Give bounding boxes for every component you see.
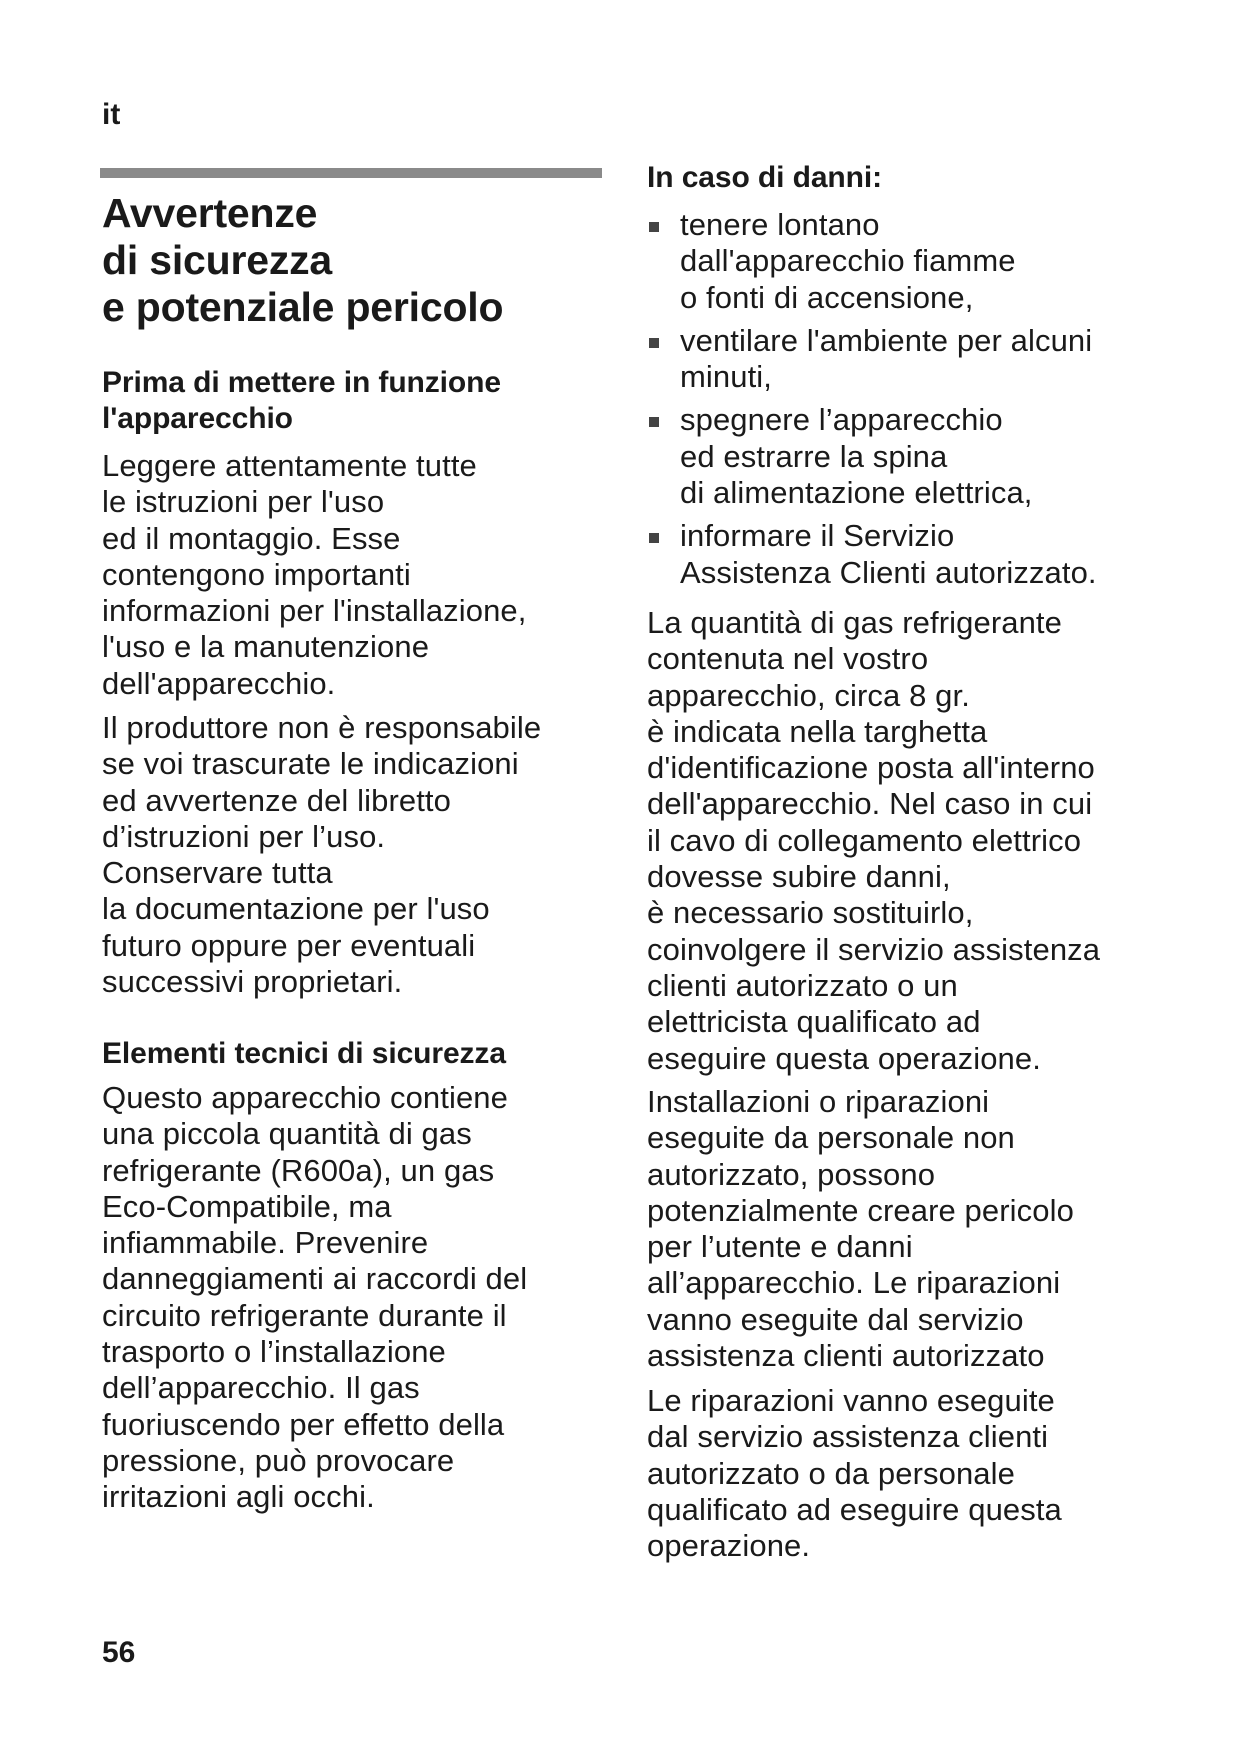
text-line: coinvolgere il servizio assistenza	[647, 931, 1101, 967]
text-line: contengono importanti	[102, 556, 411, 592]
text-line: per l’utente e danni	[647, 1229, 913, 1265]
text-line: Assistenza Clienti autorizzato.	[680, 554, 1097, 590]
list-item	[647, 323, 1147, 396]
text-line: dell'apparecchio. Nel caso in cui	[647, 786, 1093, 822]
text-line: il cavo di collegamento elettrico	[647, 822, 1082, 858]
title-line: e potenziale pericolo	[102, 284, 504, 330]
text-line: Le riparazioni vanno eseguite	[647, 1383, 1055, 1418]
paragraph-unauthorized-repairs	[647, 1084, 1074, 1374]
page-number: 56	[102, 1636, 136, 1669]
text-line: trasporto o l’installazione	[102, 1334, 446, 1370]
text-line: pressione, può provocare	[102, 1442, 455, 1478]
text-line: dell'apparecchio.	[102, 665, 336, 701]
text-line: ed avvertenze del libretto	[102, 782, 451, 818]
text-line: infiammabile. Prevenire	[102, 1225, 429, 1261]
text-line: dell’apparecchio. Il gas	[102, 1370, 420, 1406]
text-line: di alimentazione elettrica,	[680, 475, 1033, 511]
text-line: Leggere attentamente tutte	[102, 448, 477, 483]
text-line: Questo apparecchio contiene	[102, 1080, 508, 1115]
heading-in-case-of-damage	[647, 160, 882, 196]
text-line: Installazioni o riparazioni	[647, 1084, 990, 1119]
text-line: ed il montaggio. Esse	[102, 520, 401, 556]
text-line: apparecchio, circa 8 gr.	[647, 677, 970, 713]
text-line: elettricista qualificato ad	[647, 1004, 981, 1040]
text-line: l'uso e la manutenzione	[102, 629, 430, 665]
text-line: dal servizio assistenza clienti	[647, 1419, 1049, 1455]
text-line: ventilare l'ambiente per alcuni	[680, 322, 1093, 358]
text-line: Eco-Compatibile, ma	[102, 1188, 392, 1224]
text-line: se voi trascurate le indicazioni	[102, 746, 519, 782]
paragraph-gas-quantity	[647, 605, 1100, 1077]
text-line: ed estrarre la spina	[680, 438, 948, 474]
text-line: una piccola quantità di gas	[102, 1116, 472, 1152]
title-line: di sicurezza	[102, 237, 333, 283]
text-line: le istruzioni per l'uso	[102, 484, 385, 520]
text-line: assistenza clienti autorizzato	[647, 1338, 1045, 1374]
text-line: qualificato ad eseguire questa	[647, 1491, 1062, 1527]
text-line: danneggiamenti ai raccordi del	[102, 1261, 528, 1297]
text-line: autorizzato o da personale	[647, 1455, 1015, 1491]
text-line: vanno eseguite dal servizio	[647, 1301, 1024, 1337]
heading-technical-elements	[102, 1036, 506, 1072]
language-code: it	[102, 98, 121, 131]
text-line: dall'apparecchio fiamme	[680, 243, 1016, 279]
text-line: circuito refrigerante durante il	[102, 1297, 507, 1333]
text-line: eseguire questa operazione.	[647, 1040, 1041, 1076]
text-line: successivi proprietari.	[102, 964, 403, 1000]
square-bullet-icon	[649, 222, 659, 232]
text-line: operazione.	[647, 1528, 811, 1564]
text-line: potenzialmente creare pericolo	[647, 1192, 1074, 1228]
text-line: futuro oppure per eventuali	[102, 927, 476, 963]
text-line: tenere lontano	[680, 207, 880, 242]
text-line: o fonti di accensione,	[680, 279, 974, 315]
heading-line: l'apparecchio	[102, 402, 293, 435]
text-line: è indicata nella targhetta	[647, 713, 988, 749]
list-item	[647, 402, 1147, 511]
paragraph-authorized-service	[647, 1383, 1062, 1564]
text-line: d'identificazione posta all'interno	[647, 750, 1095, 786]
text-line: refrigerante (R600a), un gas	[102, 1152, 495, 1188]
text-line: la documentazione per l'uso	[102, 891, 490, 927]
text-line: La quantità di gas refrigerante	[647, 605, 1062, 640]
square-bullet-icon	[649, 533, 659, 543]
heading-line: Elementi tecnici di sicurezza	[102, 1037, 506, 1070]
text-line: spegnere l’apparecchio	[680, 402, 1003, 438]
text-line: d’istruzioni per l’uso.	[102, 818, 386, 854]
text-line: minuti,	[680, 359, 773, 395]
text-line: informazioni per l'installazione,	[102, 593, 527, 629]
list-item	[647, 518, 1147, 591]
damage-actions-list	[647, 207, 1147, 591]
square-bullet-icon	[649, 417, 659, 427]
text-line: Il produttore non è responsabile	[102, 710, 542, 745]
text-line: autorizzato, possono	[647, 1156, 936, 1192]
text-line: informare il Servizio	[680, 518, 955, 554]
heading-line: In caso di danni:	[647, 161, 882, 194]
heading-before-use	[102, 365, 501, 437]
square-bullet-icon	[649, 338, 659, 348]
list-item	[647, 207, 1147, 316]
text-line: dovesse subire danni,	[647, 859, 951, 895]
text-line: irritazioni agli occhi.	[102, 1479, 375, 1515]
text-line: è necessario sostituirlo,	[647, 895, 974, 931]
text-line: contenuta nel vostro	[647, 641, 929, 677]
text-line: Conservare tutta	[102, 855, 333, 891]
text-line: fuoriuscendo per effetto della	[102, 1406, 505, 1442]
section-rule	[100, 168, 602, 178]
paragraph-read-instructions	[102, 448, 526, 702]
page-title	[102, 190, 503, 331]
heading-line: Prima di mettere in funzione	[102, 366, 501, 399]
text-line: eseguite da personale non	[647, 1120, 1015, 1156]
paragraph-manufacturer-liability	[102, 710, 541, 1000]
title-line: Avvertenze	[102, 190, 318, 236]
text-line: clienti autorizzato o un	[647, 967, 958, 1003]
paragraph-refrigerant-gas	[102, 1080, 527, 1516]
text-line: all’apparecchio. Le riparazioni	[647, 1265, 1061, 1301]
